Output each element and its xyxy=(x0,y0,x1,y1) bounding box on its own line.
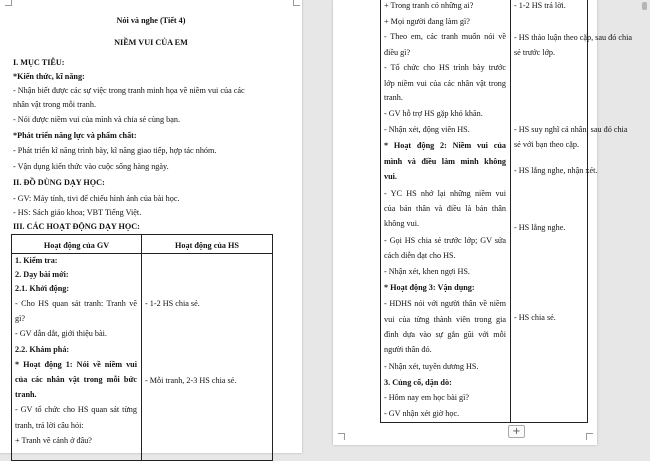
gv-line: tranh. xyxy=(15,390,37,399)
gv-line: 3. Củng cố, dặn dò: xyxy=(384,378,452,387)
gv-line: 2.2. Khám phá: xyxy=(15,345,70,354)
gv-line: 1. Kiểm tra: xyxy=(15,256,58,265)
knowledge-line: nhân vật trong mỗi tranh. xyxy=(13,100,96,109)
competence-line: - Vận dụng kiến thức vào cuộc sống hàng ngày. xyxy=(13,162,169,171)
gv-line: - Nhận xét, khen ngợi HS. xyxy=(384,267,470,276)
materials-line: - GV: Máy tính, tivi để chiếu hình ảnh của bài học. xyxy=(13,194,180,203)
gv-line: - Cho HS quan sát tranh: Tranh vẽ xyxy=(15,299,137,308)
hs-line: - HS lắng nghe, nhận xét. xyxy=(514,166,598,175)
gv-line: - Nhận xét, tuyên dương HS. xyxy=(384,362,479,371)
activities-table xyxy=(11,234,273,461)
knowledge-line: - Nói được niềm vui của mình và chia sẻ cùng bạn. xyxy=(13,115,181,124)
lesson-name: NIỀM VUI CỦA EM xyxy=(114,38,188,47)
gv-line: * Hoạt động 1: Nói về niềm vui xyxy=(15,360,137,369)
gv-line: vui. xyxy=(384,172,397,181)
hs-line: - HS chia sẻ. xyxy=(514,313,556,322)
scrollbar-thumb[interactable] xyxy=(642,2,647,10)
hs-line: sẻ trước lớp. xyxy=(514,48,556,57)
gv-line: - GV dẫn dắt, giới thiệu bài. xyxy=(15,329,107,338)
section-activities: III. CÁC HOẠT ĐỘNG DẠY HỌC: xyxy=(13,222,140,231)
knowledge-heading: *Kiến thức, kĩ năng: xyxy=(13,72,85,81)
gv-line: - GV tổ chức cho HS quan sát từng xyxy=(15,405,137,414)
margin-mark xyxy=(586,433,593,440)
section-objectives: I. MỤC TIÊU: xyxy=(13,58,65,67)
margin-mark xyxy=(5,0,12,6)
gv-column xyxy=(381,0,511,423)
gv-line: + Trong tranh có những ai? xyxy=(384,1,474,10)
hs-line: - 1-2 HS chia sẻ. xyxy=(145,299,200,308)
hs-line: - 1-2 HS trả lời. xyxy=(514,1,566,10)
gv-line: - GV nhận xét giờ học. xyxy=(384,409,460,418)
gv-line: - Hôm nay em học bài gì? xyxy=(384,393,470,402)
gv-line: cách diễn đạt cho HS. xyxy=(384,251,456,260)
gv-line: + Mọi người đang làm gì? xyxy=(384,17,470,26)
gv-column xyxy=(12,254,142,461)
hs-line: - HS thảo luận theo cặp, sau đó chia xyxy=(514,33,633,42)
materials-line: - HS: Sách giáo khoa; VBT Tiếng Việt. xyxy=(13,208,142,217)
table-header-hs: Hoạt động của HS xyxy=(142,235,273,254)
gv-line: tranh, trả lời câu hỏi: xyxy=(15,421,84,430)
lesson-title: Nói và nghe (Tiết 4) xyxy=(116,16,186,25)
vertical-scrollbar[interactable] xyxy=(638,0,650,453)
activities-table-continued xyxy=(380,0,633,423)
knowledge-line: - Nhận biết được các sự việc trong tranh minh họa về niềm vui của các xyxy=(13,86,245,95)
gv-line: không vui. xyxy=(384,219,420,228)
gv-line: gì? xyxy=(15,314,26,323)
gv-line: điều gì? xyxy=(384,48,411,57)
gv-line: mình và điều làm mình không xyxy=(384,157,506,166)
add-page-button[interactable]: + xyxy=(508,425,525,438)
gv-line: 2.1. Khởi động: xyxy=(15,284,70,293)
hs-column xyxy=(142,254,273,461)
gv-line: của các nhân vật trong mỗi bức xyxy=(15,375,137,384)
hs-line: - Mỗi tranh, 2-3 HS chia sẻ. xyxy=(145,376,237,385)
gv-line: - Nhận xét, động viên HS. xyxy=(384,125,470,134)
gv-line: - Theo em, các tranh muốn nói về xyxy=(384,32,506,41)
gv-line: đình dựa vào sự gắn gũi với mỗi xyxy=(384,330,506,339)
hs-column xyxy=(511,0,633,423)
gv-line: người thân đó. xyxy=(384,345,432,354)
competence-line: - Phát triển kĩ năng trình bày, kĩ năng giao tiếp, hợp tác nhóm. xyxy=(13,146,217,155)
gv-line: - Gọi HS chia sẻ trước lớp; GV sửa xyxy=(384,236,506,245)
gv-line: tranh. xyxy=(384,93,403,102)
hs-line: sẻ với bạn theo cặp. xyxy=(514,140,580,149)
section-materials: II. ĐỒ DÙNG DẠY HỌC: xyxy=(13,178,105,187)
margin-mark xyxy=(293,0,300,6)
gv-line: - YC HS nhớ lại những niềm vui xyxy=(384,189,506,198)
gv-line: 2. Dạy bài mới: xyxy=(15,270,69,279)
gv-line: * Hoạt động 2: Niềm vui của xyxy=(384,141,506,150)
margin-mark xyxy=(338,433,345,440)
document-page-right xyxy=(333,0,633,445)
competence-heading: *Phát triển năng lực và phẩm chất: xyxy=(13,131,137,140)
gv-line: - Tổ chức cho HS trình bày trước xyxy=(384,63,506,72)
document-page-left xyxy=(0,0,302,453)
hs-line: - HS lắng nghe. xyxy=(514,223,566,232)
gv-line: - HDHS nói với người thân về niềm xyxy=(384,299,506,308)
gv-line: + Tranh vẽ cảnh ở đâu? xyxy=(15,436,92,445)
gv-line: * Hoạt động 3: Vận dụng: xyxy=(384,283,475,292)
gv-line: - GV hỗ trợ HS gặp khó khăn. xyxy=(384,109,483,118)
gv-line: lớp niềm vui của các nhân vật trong xyxy=(384,79,506,88)
gv-line: vui của từng thành viên trong gia xyxy=(384,315,506,324)
table-header-gv: Hoạt động của GV xyxy=(12,235,142,254)
hs-line: - HS suy nghĩ cá nhân, sau đó chia xyxy=(514,125,628,134)
gv-line: của bản thân và điều là bản thân xyxy=(384,204,506,213)
